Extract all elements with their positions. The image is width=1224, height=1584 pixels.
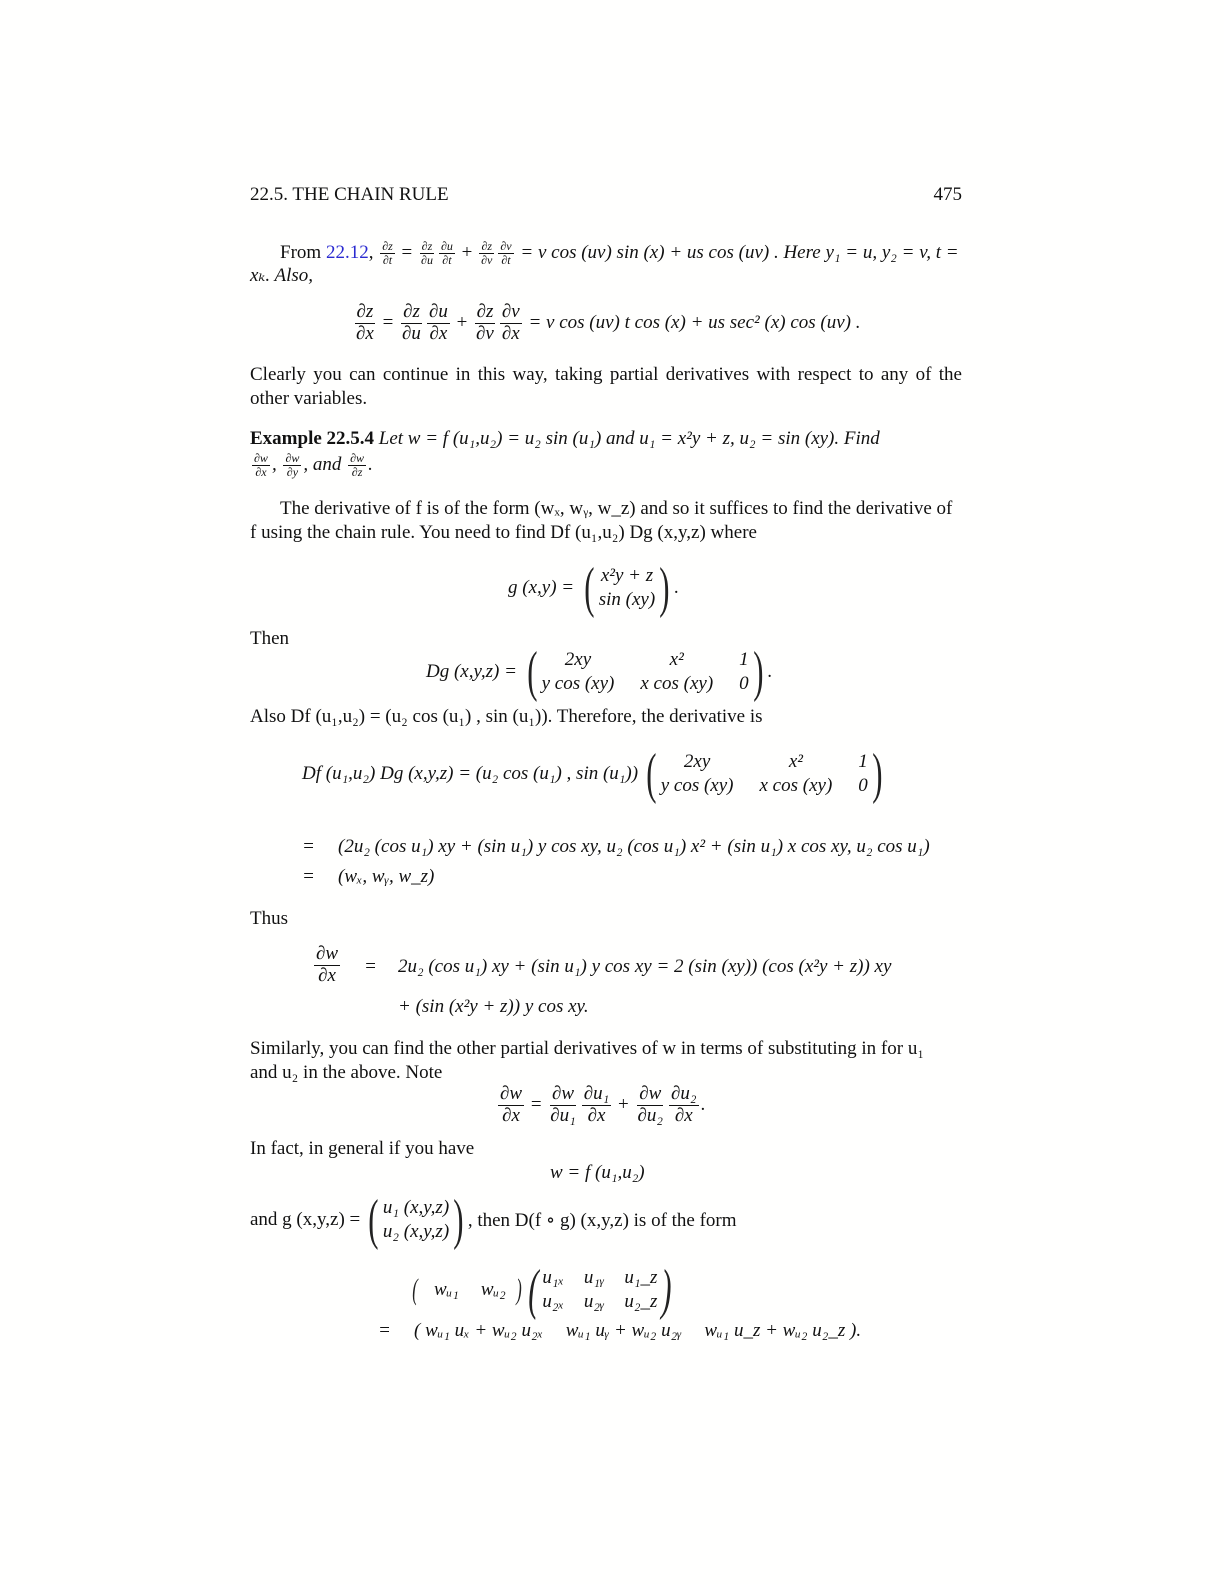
- matrix-cell: x²: [788, 751, 803, 772]
- paragraph-similarly-2: and u₂ in the above. Note: [250, 1062, 443, 1083]
- intro-equation-rhs: = v cos (uv) sin (x) + us cos (uv) . Here y₁ = u, y₂ = v, t =: [520, 242, 959, 264]
- fraction-dz-dt: $\frac{\partial z}{\partial t}$: [382, 239, 393, 268]
- result-cell: wᵤ₁ u_z + wᵤ₂ u₂_z: [704, 1320, 846, 1341]
- paragraph-derivative-2: f using the chain rule. You need to find Df (u₁,u₂) Dg (x,y,z) where: [250, 522, 757, 543]
- fraction-dw-dx: $\frac{\partial w}{\partial x}$: [500, 1083, 523, 1126]
- left-paren: (: [646, 743, 657, 805]
- left-paren: (: [584, 557, 595, 619]
- left-paren: (: [527, 1259, 539, 1321]
- paragraph-derivative-1: The derivative of f is of the form (wₓ, wᵧ, w_z) and so it suffices to find the derivative of: [280, 498, 953, 519]
- g-row-2: u₂ (x,y,z): [382, 1221, 450, 1242]
- fraction-du2-dx: $\frac{\text{∂u₂}}{\partial x}$: [671, 1083, 697, 1126]
- note-chain-equation: $\frac{\partial w}{\partial x}$ = $\frac{\partial w}{\text{∂u₁}}$ $\frac{\text{∂u₁}}{\partial x}$ + $\frac{\partial w}{\text{∂u₂}}$ $\frac{\text{∂u₂}}{\partial x}$ .: [500, 1083, 706, 1126]
- dg-matrix: [542, 649, 749, 695]
- example-header: [250, 428, 880, 450]
- fraction-dz-dv: $\frac{\partial z}{\partial v}$: [476, 301, 494, 344]
- dg-matrix-repeat: [661, 751, 868, 797]
- matrix-cell: x cos (xy): [640, 673, 714, 694]
- matrix-cell: x²: [669, 649, 684, 670]
- matrix-cell: u₁ᵧ: [583, 1267, 605, 1288]
- matrix-cell: u₂ₓ: [542, 1291, 564, 1312]
- equation-reference-link[interactable]: 22.12: [325, 242, 369, 264]
- fraction-dw-dx: $\frac{\partial w}{\partial x}$: [254, 451, 268, 480]
- dw-dx-equation: [312, 944, 342, 987]
- fraction-dw-dy: $\frac{\partial w}{\partial y}$: [285, 451, 300, 480]
- partial-vector: (wₓ, wᵧ, w_z): [338, 866, 435, 887]
- w-equals-f: w = f (u₁,u₂): [550, 1162, 645, 1183]
- expanded-product: (2u₂ (cos u₁) xy + (sin u₁) y cos xy, u₂ (cos u₁) x² + (sin u₁) x cos xy, u₂ cos u₁): [338, 836, 930, 857]
- matrix-cell: x cos (xy): [759, 775, 833, 796]
- fraction-du-dx: $\frac{\partial u}{\partial x}$: [428, 301, 448, 344]
- page-number: 475: [933, 184, 962, 205]
- right-paren: ): [871, 743, 883, 805]
- g-definition: g (x,y) = ( x²y + z sin (xy) ) .: [508, 557, 679, 619]
- paragraph-similarly-1: Similarly, you can find the other partial derivatives of w in terms of substituting in for u₁: [250, 1038, 924, 1059]
- matrix-cell: y cos (xy): [541, 673, 615, 694]
- g-vector: [599, 565, 655, 611]
- fraction-dw-dz: $\frac{\partial w}{\partial z}$: [350, 451, 365, 480]
- row-vector-cell: wᵤ₂: [480, 1279, 506, 1300]
- then-text: , then D(f ∘ g) (x,y,z) is of the form: [467, 1209, 737, 1231]
- eq-sign: =: [302, 866, 315, 887]
- product-lhs: Df (u₁,u₂) Dg (x,y,z) = (u₂ cos (u₁) , sin (u₁)): [302, 763, 639, 784]
- and-g-lhs: and g (x,y,z) =: [250, 1209, 361, 1230]
- right-paren: ): [453, 1189, 464, 1251]
- and-text: , and: [303, 454, 342, 476]
- plus-sign: +: [618, 1093, 629, 1115]
- left-paren: (: [368, 1189, 379, 1251]
- matrix-cell: 2xy: [683, 751, 711, 772]
- jacobian-matrix: [542, 1267, 657, 1313]
- fraction-dz-du: $\frac{\partial z}{\partial u}$: [402, 301, 421, 344]
- g-general-definition: [250, 1189, 737, 1251]
- right-paren: ): [659, 557, 670, 619]
- example-label: Example 22.5.4: [250, 428, 375, 449]
- running-header: 22.5. THE CHAIN RULE: [250, 184, 449, 205]
- matrix-cell: y cos (xy): [660, 775, 734, 796]
- fraction-du1-dx: $\frac{\text{∂u₁}}{\partial x}$: [583, 1083, 610, 1126]
- fraction-du-dt: $\frac{\partial u}{\partial t}$: [440, 239, 453, 268]
- left-paren: (: [412, 1273, 418, 1306]
- dw-dx-line-2: + (sin (x²y + z)) y cos xy.: [398, 996, 589, 1017]
- fraction-dw-dx: $\frac{\partial w}{\partial x}$: [316, 943, 339, 986]
- intro-line-2: xₖ. Also,: [250, 265, 314, 286]
- right-paren: ): [515, 1273, 522, 1306]
- matrix-cell: u₂_z: [624, 1291, 658, 1312]
- g-general-vector: [383, 1197, 449, 1243]
- g-row-2: sin (xy): [598, 589, 656, 610]
- matrix-cell: 0: [858, 775, 868, 796]
- comma: ,: [368, 242, 379, 264]
- equation-dz-dx-rhs: = v cos (uv) t cos (x) + us sec² (x) cos (uv) .: [528, 311, 861, 333]
- fraction-dw-du2: $\frac{\partial w}{\text{∂u₂}}$: [637, 1083, 663, 1126]
- fraction-dz-du: $\frac{\partial z}{\partial u}$: [421, 239, 433, 268]
- product-equation: [302, 743, 886, 805]
- right-paren: ): [752, 641, 764, 703]
- then-label: Then: [250, 628, 290, 649]
- g-row-1: x²y + z: [600, 565, 654, 586]
- fraction-dz-dx: $\frac{\partial z}{\partial x}$: [356, 301, 374, 344]
- matrix-cell: 1: [739, 649, 749, 670]
- thus-label: Thus: [250, 908, 288, 929]
- equation-dz-dx: $\frac{\partial z}{\partial x}$ = $\frac{\partial z}{\partial u}$ $\frac{\partial u}{\partial x}$ + $\frac{\partial z}{\partial v}$ $\frac{\partial v}{\partial x}$ = v cos (uv) t cos (x) + us sec² (x) cos (uv) .: [356, 301, 861, 344]
- general-product: [410, 1259, 676, 1321]
- intro-text: From: [280, 242, 326, 264]
- fraction-dv-dt: $\frac{\partial v}{\partial t}$: [500, 239, 512, 268]
- eq-sign: =: [364, 956, 377, 977]
- g-row-1: u₁ (x,y,z): [382, 1197, 450, 1218]
- also-df-line: Also Df (u₁,u₂) = (u₂ cos (u₁) , sin (u₁)). Therefore, the derivative is: [250, 706, 763, 727]
- intro-line: From 22.12, $\frac{\partial z}{\partial t}$ = $\frac{\partial z}{\partial u}$ $\frac{\partial u}{\partial t}$ + $\frac{\partial z}{\partial v}$ $\frac{\partial v}{\partial t}$ = v cos (uv) sin (x) + us cos (uv) . Here y₁ = u, y₂ = v, t =: [280, 239, 959, 268]
- matrix-cell: 1: [858, 751, 868, 772]
- dg-matrix-equation: Dg (x,y,z) = ( 2xy x² 1 y cos (xy) x cos (xy) 0 ) .: [426, 641, 773, 703]
- fraction-dw-du1: $\frac{\partial w}{\text{∂u₁}}$: [550, 1083, 576, 1126]
- result-cell: wᵤ₁ uᵧ + wᵤ₂ u₂ᵧ: [565, 1320, 682, 1341]
- matrix-cell: u₂ᵧ: [583, 1291, 605, 1312]
- eq-sign: =: [530, 1093, 542, 1115]
- matrix-cell: u₁ₓ: [542, 1267, 564, 1288]
- right-paren: ): [661, 1259, 672, 1321]
- dg-lhs: Dg (x,y,z) =: [426, 661, 517, 682]
- matrix-cell: 2xy: [564, 649, 592, 670]
- general-result: ( wᵤ₁ uₓ + wᵤ₂ u₂ₓ wᵤ₁ uᵧ + wᵤ₂ u₂ᵧ wᵤ₁ u_z + wᵤ₂ u₂_z ).: [414, 1320, 862, 1341]
- dw-dx-line-1: 2u₂ (cos u₁) xy + (sin u₁) y cos xy = 2 (sin (xy)) (cos (x²y + z)) xy: [398, 956, 892, 977]
- matrix-cell: u₁_z: [624, 1267, 658, 1288]
- left-paren: (: [527, 641, 538, 703]
- matrix-cell: 0: [739, 673, 749, 694]
- eq-sign: =: [378, 1320, 391, 1341]
- paragraph-clearly: Clearly you can continue in this way, taking partial derivatives with respect to any of the other variables.: [250, 364, 962, 409]
- fraction-dz-dv: $\frac{\partial z}{\partial v}$: [481, 239, 493, 268]
- g-lhs: g (x,y) =: [508, 577, 575, 598]
- example-statement: Let w = f (u₁,u₂) = u₂ sin (u₁) and u₁ = x²y + z, u₂ = sin (xy). Find: [378, 428, 880, 449]
- row-vector-cell: wᵤ₁: [434, 1279, 459, 1300]
- in-fact-line: In fact, in general if you have: [250, 1138, 475, 1159]
- eq-sign: =: [302, 836, 315, 857]
- example-find-line: $\frac{\partial w}{\partial x}$ , $\frac{\partial w}{\partial y}$ , and $\frac{\partial w}{\partial z}$ .: [254, 451, 373, 480]
- fraction-dv-dx: $\frac{\partial v}{\partial x}$: [501, 301, 520, 344]
- result-cell: wᵤ₁ uₓ + wᵤ₂ u₂ₓ: [425, 1320, 543, 1341]
